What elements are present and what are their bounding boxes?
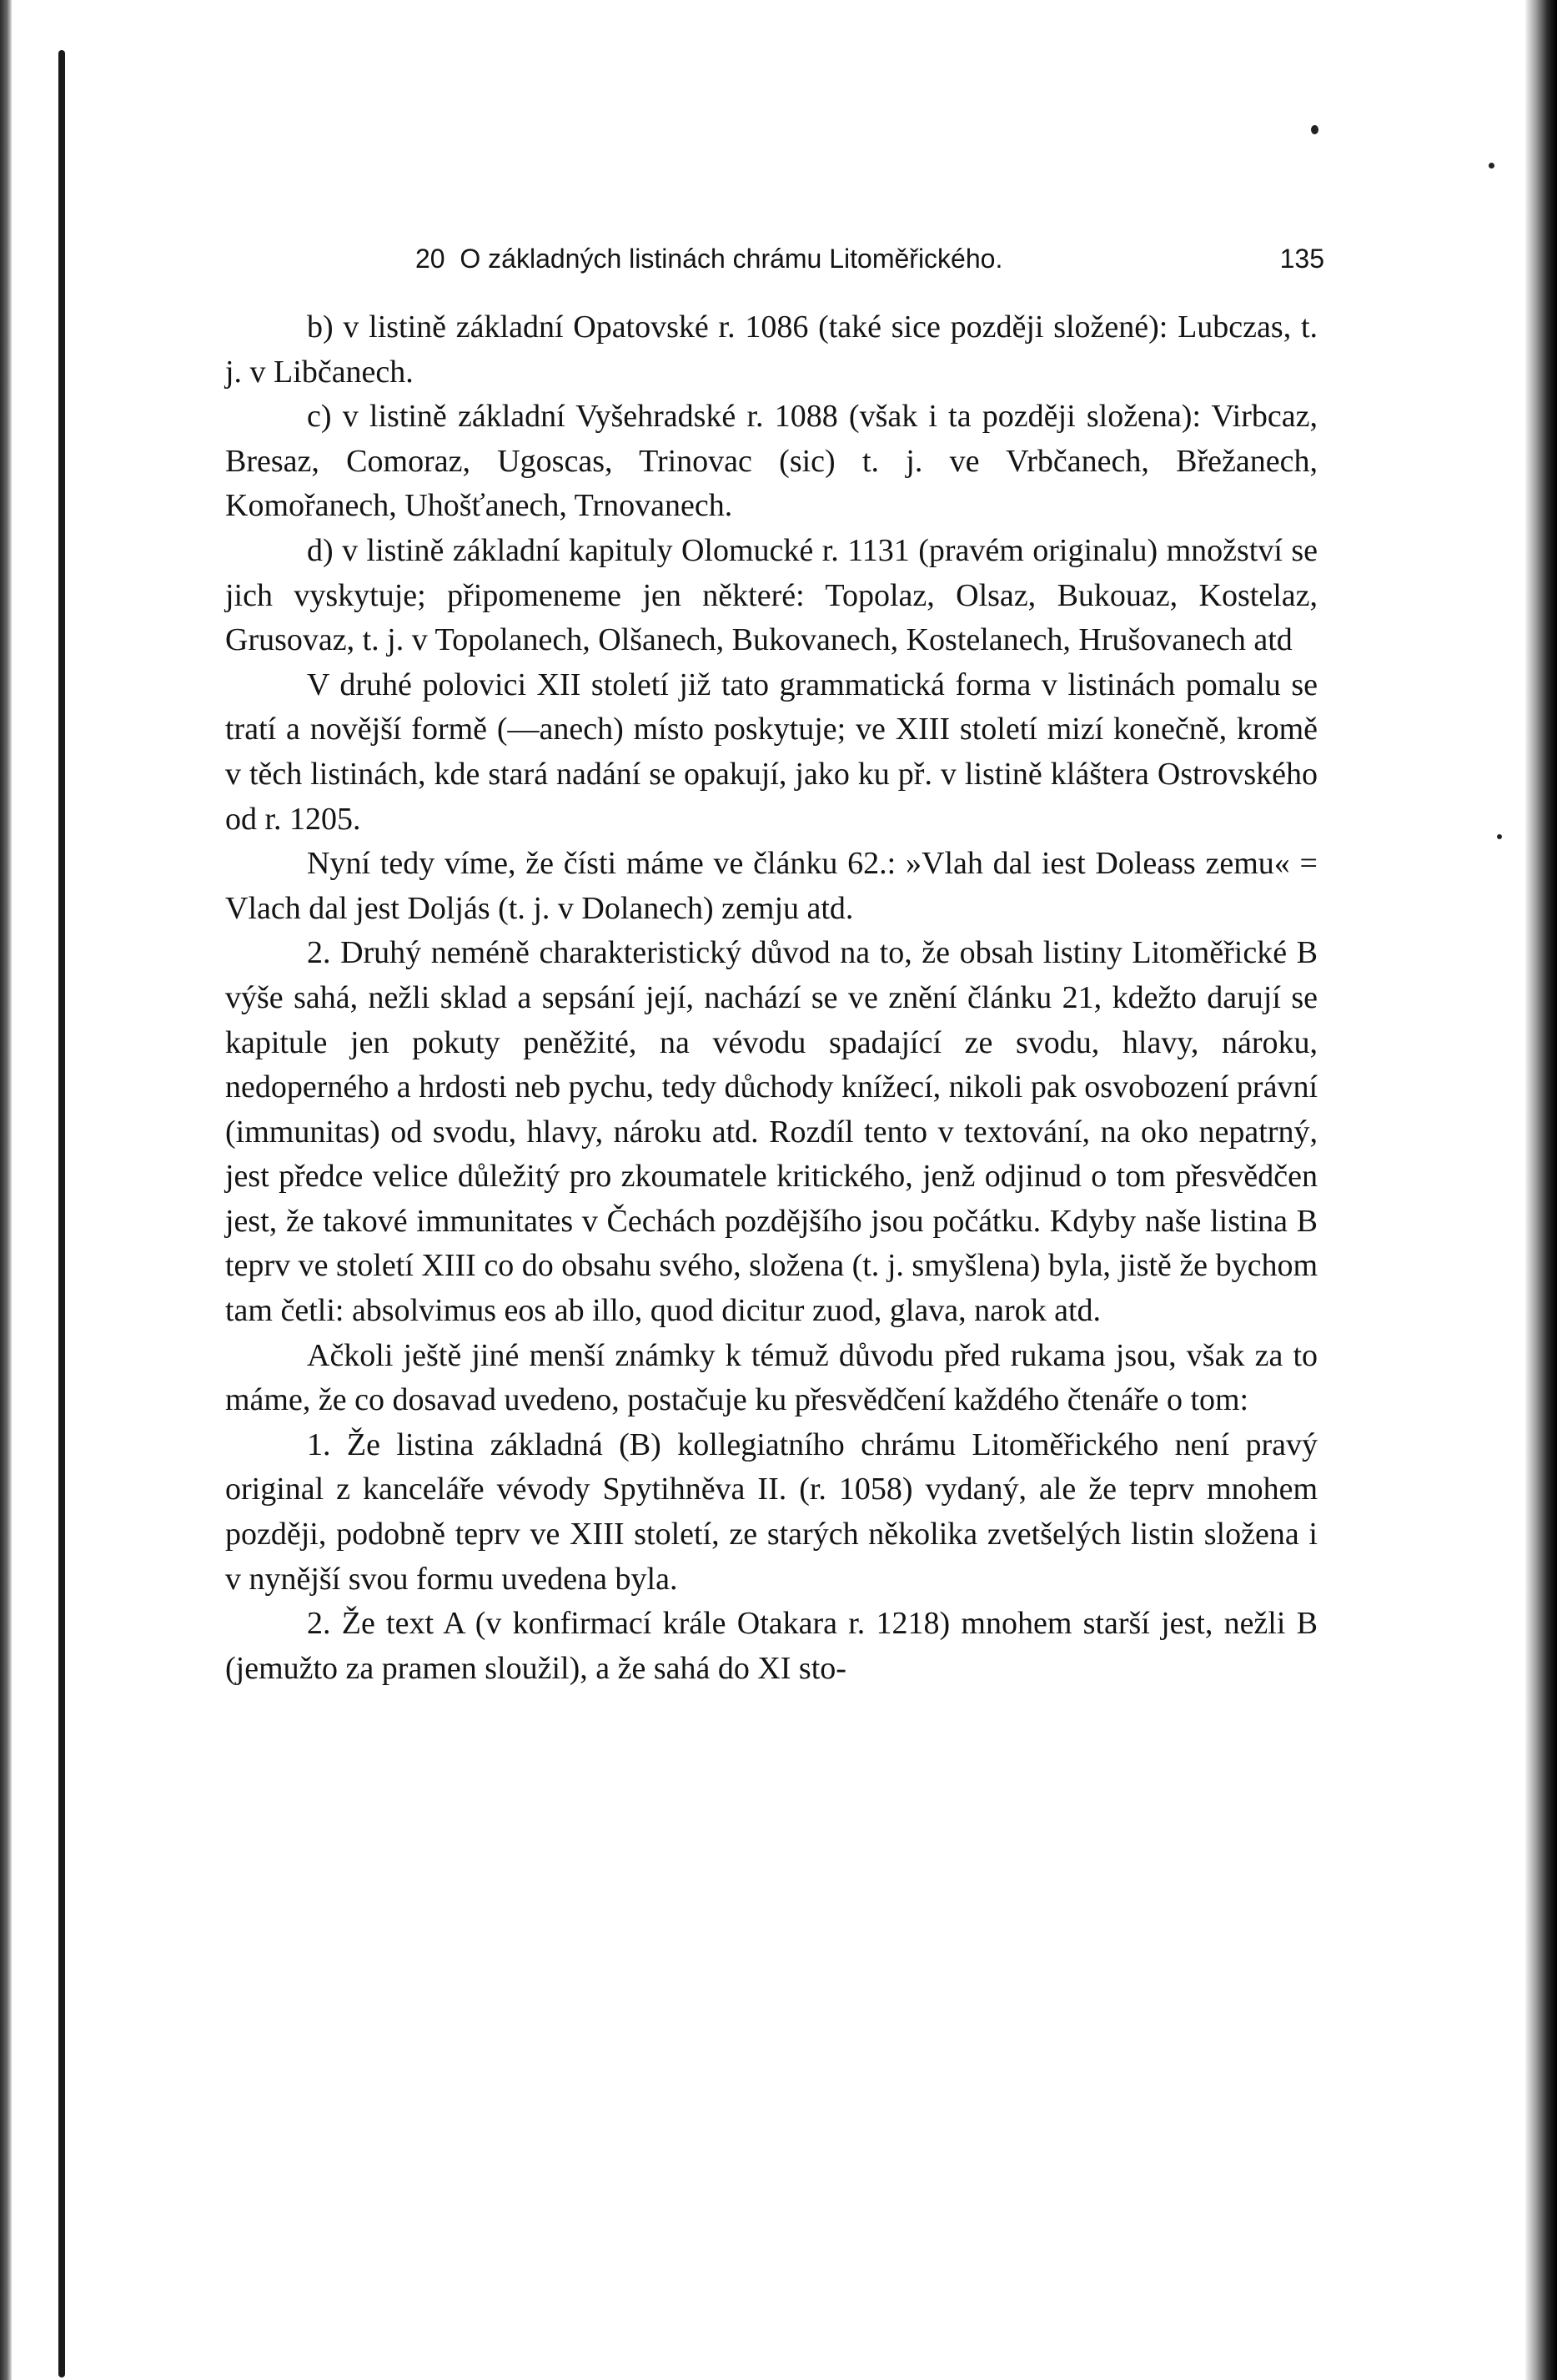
paragraph: Nyní tedy víme, že čísti máme ve článku 62.: »Vlah dal iest Doleass zemu« = Vlach dal jest Doljás (t. j. v Dolanech) zemju atd. xyxy=(225,846,1318,926)
page-number: 135 xyxy=(1279,244,1324,274)
paragraph: V druhé polovici XII století již tato grammatická forma v listinách pomalu se tratí a novější formě (—anech) místo poskytuje; ve XIII století mizí konečně, kromě v těch listinách, kde stará nadání se opakují, jako ku př. v listině kláštera Ostrovského od r. 1205. xyxy=(225,667,1318,837)
scan-speck xyxy=(1497,834,1502,839)
scan-right-edge xyxy=(1525,0,1557,2380)
paragraph: c) v listině základní Vyšehradské r. 1088 (však i ta později složena): Virbcaz, Bresaz, Comoraz, Ugoscas, Trinovac (sic) t. j. ve Vrbčanech, Břežanech, Komořanech, Uhošťanech, Trnovanech. xyxy=(225,399,1318,524)
paragraph: d) v listině základní kapituly Olomucké r. 1131 (pravém originalu) množství se jich vyskytuje; připomeneme jen některé: Topolaz, Olsaz, Bukouaz, Kostelaz, Grusovaz, t. j. v Topolanech, Olšanech, Bukovanech, Kostelanech, Hrušovanech atd xyxy=(225,532,1318,658)
running-title: O základných listinách chrámu Litoměřického. xyxy=(460,244,1003,274)
scan-binding-line xyxy=(58,50,65,2377)
header-lead xyxy=(415,238,1002,279)
paragraph: 1. Že listina základná (B) kollegiatního chrámu Litoměřického není pravý original z kanceláře vévody Spytihněva II. (r. 1058) vydaný, ale že teprv mnohem později, podobně teprv ve XIII století, ze starých několika zvetšelých listin složena i v nynější svou formu uvedena byla. xyxy=(225,1426,1318,1597)
scan-left-edge xyxy=(0,0,12,2380)
scan-speck xyxy=(1489,163,1494,169)
chapter-number: 20 xyxy=(415,244,445,274)
scan-speck xyxy=(1311,125,1318,134)
paragraph: b) v listině základní Opatovské r. 1086 (také sice později složené): Lubczas, t. j. v Libčanech. xyxy=(225,309,1318,390)
paragraph: 2. Že text A (v konfirmací krále Otakara r. 1218) mnohem starší jest, nežli B (jemužto za pramen sloužil), a že sahá do XI sto- xyxy=(225,1606,1318,1686)
running-header xyxy=(224,238,1324,279)
paragraph: Ačkoli ještě jiné menší známky k témuž důvodu před rukama jsou, však za to máme, že co dosavad uvedeno, postačuje ku přesvědčení každého čtenáře o tom: xyxy=(225,1337,1318,1418)
paragraph: 2. Druhý neméně charakteristický důvod na to, že obsah listiny Litoměřické B výše sahá, nežli sklad a sepsání její, nachází se ve znění článku 21, kdežto darují se kapitule jen pokuty peněžité, na vévodu spadající ze svodu, hlavy, nároku, nedoperného a hrdosti neb pychu, tedy důchody knížecí, nikoli pak osvobození právní (immunitas) od svodu, hlavy, nároku atd. Rozdíl tento v textování, na oko nepatrný, jest předce velice důležitý pro zkoumatele kritického, jenž odjinud o tom přesvědčen jest, že takové immunitates v Čechách pozdějšího jsou počátku. Kdyby naše listina B teprv ve století XIII co do obsahu svého, složena (t. j. smyšlena) byla, jistě že bychom tam četli: absolvimus eos ab illo, quod dicitur zuod, glava, narok atd. xyxy=(225,935,1318,1329)
page-body xyxy=(225,305,1318,1691)
